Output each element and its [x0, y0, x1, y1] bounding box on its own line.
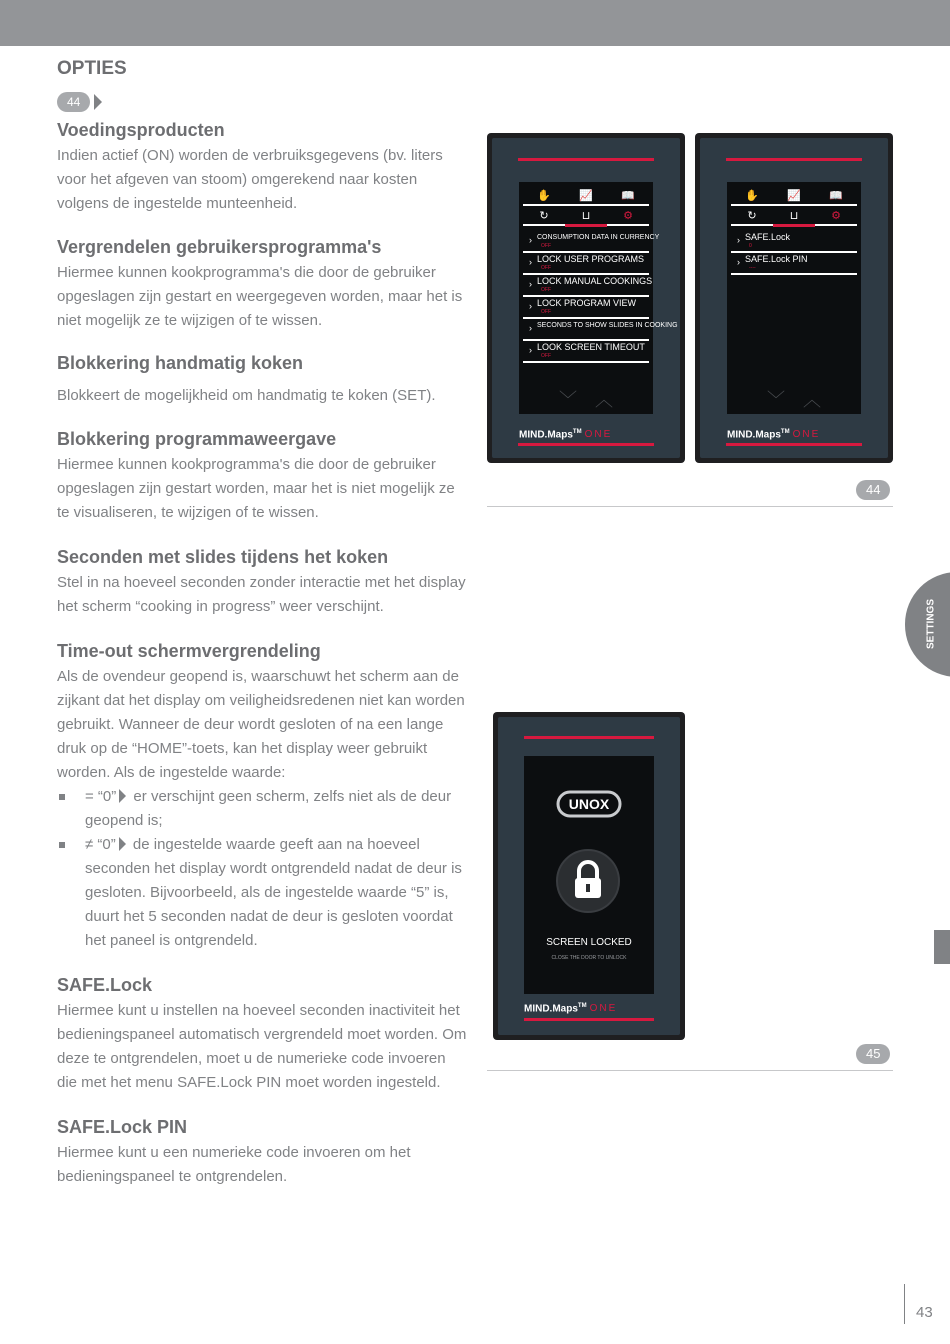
page-number-rule [904, 1284, 905, 1324]
section-text: Indien actief (ON) worden de verbruiksgegevens (bv. liters voor het afgeven van stoom) omgerekend naar kosten volgens de ingestelde munteenheid. [57, 147, 443, 212]
lock-keyhole [586, 884, 590, 892]
section-heading: SAFE.Lock [57, 975, 153, 995]
section-text: Hiermee kunt u een numerieke code invoeren om het bedieningspaneel te ontgrendelen. [57, 1144, 411, 1185]
list-item[interactable] [731, 230, 857, 253]
device-logo: MIND.Maps™ ONE [524, 1003, 618, 1015]
bullet-icon [59, 842, 65, 848]
divider [487, 1070, 893, 1071]
accent-line [518, 158, 654, 161]
list-item [57, 833, 467, 953]
accent-line [524, 736, 654, 739]
book-icon[interactable]: 📖 [815, 186, 857, 206]
bullet-text: er verschijnt geen scherm, zelfs niet als de deur geopend is; [85, 788, 452, 829]
menu-label: LOCK PROGRAM VIEW [537, 298, 637, 308]
menu-value: OFF [541, 353, 551, 359]
menu-value: OFF [541, 265, 551, 271]
device-screen [519, 182, 678, 414]
arrow-right-icon [119, 789, 126, 803]
text-column [57, 58, 467, 1189]
side-tab-settings[interactable] [905, 572, 950, 677]
probe-icon[interactable]: ⊔ [773, 206, 815, 227]
section-voedingsproducten [57, 120, 467, 216]
section-slide-seconds [57, 547, 467, 619]
device-screen [727, 182, 861, 414]
tab-bar [731, 186, 857, 227]
chevron-right-icon: › [529, 301, 532, 311]
tab-bar [523, 186, 649, 227]
figure-badge: 44 [856, 480, 890, 500]
device-bezel [492, 138, 680, 458]
figure-ref-badge: 44 [57, 92, 90, 112]
section-heading: Blokkering programmaweergave [57, 429, 337, 449]
accent-line [518, 443, 654, 446]
chevron-right-icon: › [529, 235, 532, 245]
lock-title: SCREEN LOCKED [546, 937, 632, 948]
menu-value: 0 [749, 243, 752, 249]
section-screen-timeout [57, 641, 467, 953]
list-item[interactable] [523, 318, 678, 341]
menu-value: OFF [541, 287, 551, 293]
chevron-right-icon: › [737, 235, 740, 245]
figure-badge: 45 [856, 1044, 890, 1064]
section-heading: SAFE.Lock PIN [57, 1117, 188, 1137]
hand-icon[interactable]: ✋ [523, 186, 565, 206]
lock-subtitle: CLOSE THE DOOR TO UNLOCK [551, 955, 627, 961]
menu-label: LOOK SCREEN TIMEOUT [537, 342, 645, 352]
device-screen [524, 756, 654, 994]
menu-value: ---- [749, 265, 756, 271]
section-manual-cooking [57, 353, 467, 408]
section-title: OPTIES [57, 58, 127, 79]
list-item[interactable] [523, 340, 649, 363]
section-lock-user-programs [57, 237, 467, 333]
section-heading: Time-out schermvergrendeling [57, 641, 321, 661]
bullet-value: = “0” [85, 788, 117, 805]
chevron-down-icon[interactable]: ﹀ [559, 390, 577, 410]
list-item[interactable] [523, 230, 660, 253]
device-panel-safelock [695, 133, 893, 463]
arrow-right-icon [94, 94, 102, 110]
bullet-icon [59, 794, 65, 800]
divider [487, 506, 893, 507]
section-heading: Vergrendelen gebruikersprogramma's [57, 237, 382, 257]
section-text: Hiermee kunnen kookprogramma's die door de gebruiker opgeslagen zijn gestart en weergegeven worden, maar het is niet mogelijk ze te wijzigen of te wissen. [57, 264, 463, 329]
refresh-icon[interactable]: ↻ [523, 206, 565, 226]
section-safe-lock-pin [57, 1117, 467, 1189]
header-bar [0, 0, 950, 46]
chevron-right-icon: › [529, 257, 532, 267]
section-text: Hiermee kunnen kookprogramma's die door de gebruiker opgeslagen zijn gestart worden, maar het is niet mogelijk ze te visualiseren, te wijzigen of te wissen. [57, 456, 455, 521]
page-number: 43 [916, 1304, 933, 1321]
side-tab-label: SETTINGS [925, 598, 937, 650]
section-text: Stel in na hoeveel seconden zonder interactie met het display het scherm “cooking in progress” weer verschijnt. [57, 574, 466, 615]
accent-line [524, 1018, 654, 1021]
arrow-right-icon [119, 837, 126, 851]
section-safe-lock [57, 975, 467, 1095]
settings-icon[interactable]: ⚙ [607, 206, 649, 226]
accent-line [726, 443, 862, 446]
chevron-right-icon: › [737, 257, 740, 267]
bullet-text: de ingestelde waarde geeft aan na hoeveel seconden het display wordt ontgrendeld nadat de deur is gesloten. Bijvoorbeeld, als de ingestelde waarde “5” is, duurt het 5 seconden nadat de deur is gesloten voordat het paneel is ontgrendeld. [85, 836, 462, 949]
device-bezel [700, 138, 888, 458]
book-icon[interactable]: 📖 [607, 186, 649, 206]
menu-label: LOCK USER PROGRAMS [537, 254, 645, 264]
accent-line [726, 158, 862, 161]
section-text: Blokkeert de mogelijkheid om handmatig te koken (SET). [57, 387, 436, 404]
section-program-view [57, 429, 467, 525]
chevron-up-icon[interactable]: ︿ [803, 390, 821, 410]
chevron-right-icon: › [529, 345, 532, 355]
device-panel-locked [493, 712, 685, 1040]
section-heading: Blokkering handmatig koken [57, 353, 304, 373]
chevron-up-icon[interactable]: ︿ [595, 390, 613, 410]
device-bezel [498, 717, 680, 1035]
section-heading: Voedingsproducten [57, 120, 225, 140]
device-logo: MIND.Maps™ ONE [519, 429, 613, 441]
list-item[interactable] [523, 252, 649, 275]
menu-label: SAFE.Lock [745, 232, 791, 242]
menu-label: SAFE.Lock PIN [745, 254, 808, 264]
menu-value: OFF [541, 309, 551, 315]
device-logo: MIND.Maps™ ONE [727, 429, 821, 441]
settings-icon[interactable]: ⚙ [815, 206, 857, 226]
device-panel-settings [487, 133, 685, 463]
bullet-value: ≠ “0” [85, 836, 116, 853]
list-item [57, 785, 467, 833]
menu-label: CONSUMPTION DATA IN CURRENCY [537, 234, 660, 241]
section-text: Als de ovendeur geopend is, waarschuwt het scherm aan de zijkant dat het display om veiligheidsredenen niet kan worden gebruikt. Wanneer de deur wordt gesloten of na een lange druk op de “HOME”-toets, kan het display weer gebruikt worden. Als de ingestelde waarde: [57, 668, 465, 781]
figure-reference [57, 92, 467, 112]
list-item[interactable] [523, 296, 649, 319]
list-item[interactable] [523, 274, 653, 297]
side-marker [934, 930, 950, 964]
chart-icon[interactable]: 📈 [773, 186, 815, 206]
section-heading: Seconden met slides tijdens het koken [57, 547, 389, 567]
list-item[interactable] [731, 252, 857, 275]
menu-label: SECONDS TO SHOW SLIDES IN COOKING [537, 322, 678, 329]
refresh-icon[interactable]: ↻ [731, 206, 773, 226]
chevron-down-icon[interactable]: ﹀ [767, 390, 785, 410]
menu-value: OFF [541, 243, 551, 249]
section-text: Hiermee kunt u instellen na hoeveel seconden inactiviteit het bedieningspaneel automatisch vergrendeld moet worden. Om deze te ontgrendelen, moet u de numerieke code invoeren die met het menu SAFE.Lock PIN moet worden ingesteld. [57, 1002, 467, 1091]
chart-icon[interactable]: 📈 [565, 186, 607, 206]
chevron-right-icon: › [529, 279, 532, 289]
hand-icon[interactable]: ✋ [731, 186, 773, 206]
chevron-right-icon: › [529, 323, 532, 333]
unox-logo: UNOX [568, 796, 610, 812]
probe-icon[interactable]: ⊔ [565, 206, 607, 227]
menu-label: LOCK MANUAL COOKINGS [537, 276, 653, 286]
